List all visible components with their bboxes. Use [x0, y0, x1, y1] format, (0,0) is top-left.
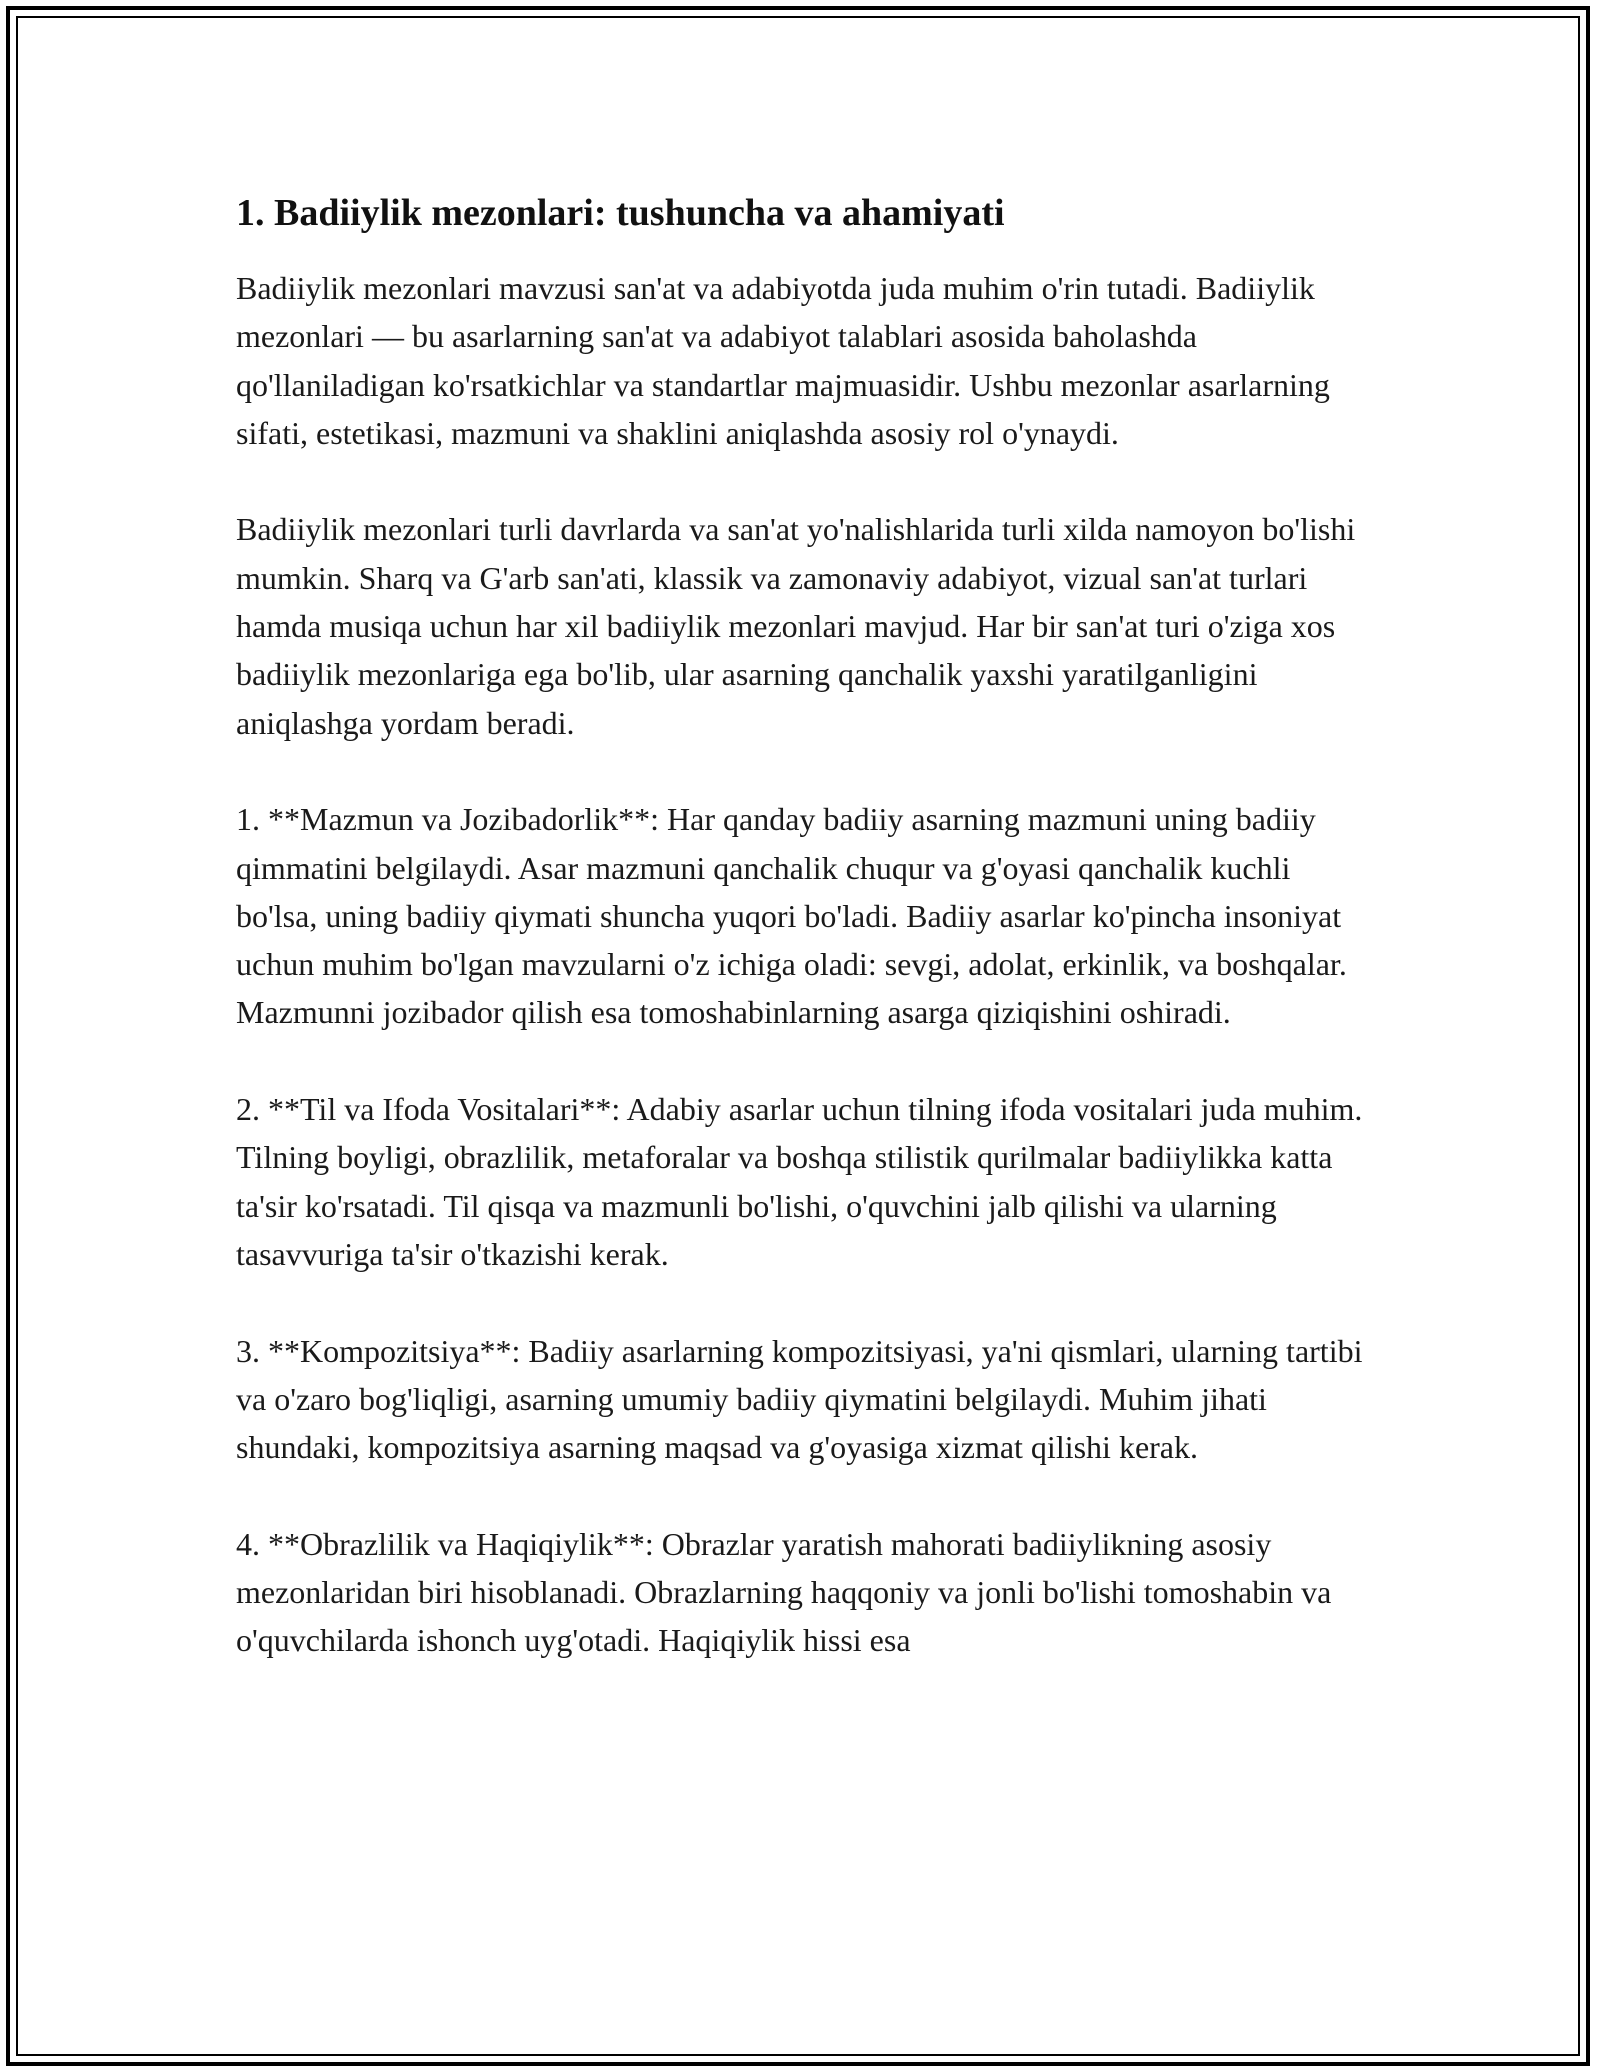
list-item-til: 2. **Til va Ifoda Vositalari**: Adabiy asarlar uchun tilning ifoda vositalari juda muhim. Tilning boyligi, obrazlilik, metaforalar va boshqa stilistik qurilmalar badiiylikka katta ta'sir ko'rsatadi. Til qisqa va mazmunli bo'lishi, o'quvchini jalb qilishi va ularning tasavvuriga ta'sir o'tkazishi kerak. [236, 1091, 1363, 1272]
list-item-mazmun: 1. **Mazmun va Jozibadorlik**: Har qanday badiiy asarning mazmuni uning badiiy qimmatini belgilaydi. Asar mazmuni qanchalik chuqur va g'oyasi qanchalik kuchli bo'lsa, uning badiiy qiymati shuncha yuqori bo'ladi. Badiiy asarlar ko'pincha insoniyat uchun muhim bo'lgan mavzularni o'z ichiga oladi: sevgi, adolat, erkinlik, va boshqalar. Mazmunni jozibador qilish esa tomoshabinlarning asarga qiziqishini oshiradi. [236, 801, 1347, 1031]
section-heading: 1. Badiiylik mezonlari: tushuncha va ahamiyati [236, 192, 1005, 234]
list-item-obrazlilik: 4. **Obrazlilik va Haqiqiylik**: Obrazlar yaratish mahorati badiiylikning asosiy mezonlaridan biri hisoblanadi. Obrazlarning haqqoniy va jonli bo'lishi tomoshabin va o'quvchilarda ishonch uyg'otadi. Haqiqiylik hissi esa [236, 1525, 1332, 1659]
paragraph-variation: Badiiylik mezonlari turli davrlarda va san'at yo'nalishlarida turli xilda namoyon bo'lishi mumkin. Sharq va G'arb san'ati, klassik va zamonaviy adabiyot, vizual san'at turlari hamda musiqa uchun har xil badiiylik mezonlari mavjud. Har bir san'at turi o'ziga xos badiiylik mezonlariga ega bo'lib, ular asarning qanchalik yaxshi yaratilganligini aniqlashga yordam beradi. [236, 511, 1356, 741]
document-body [236, 190, 1376, 1713]
paragraph-intro: Badiiylik mezonlari mavzusi san'at va adabiyotda juda muhim o'rin tutadi. Badiiylik mezonlari — bu asarlarning san'at va adabiyot talablari asosida baholashda qo'llaniladigan ko'rsatkichlar va standartlar majmuasidir. Ushbu mezonlar asarlarning sifati, estetikasi, mazmuni va shaklini aniqlashda asosiy rol o'ynaydi. [236, 270, 1330, 451]
list-item-kompozitsiya: 3. **Kompozitsiya**: Badiiy asarlarning kompozitsiyasi, ya'ni qismlari, ularning tartibi va o'zaro bog'liqligi, asarning umumiy badiiy qiymatini belgilaydi. Muhim jihati shundaki, kompozitsiya asarning maqsad va g'oyasiga xizmat qilishi kerak. [236, 1332, 1363, 1466]
